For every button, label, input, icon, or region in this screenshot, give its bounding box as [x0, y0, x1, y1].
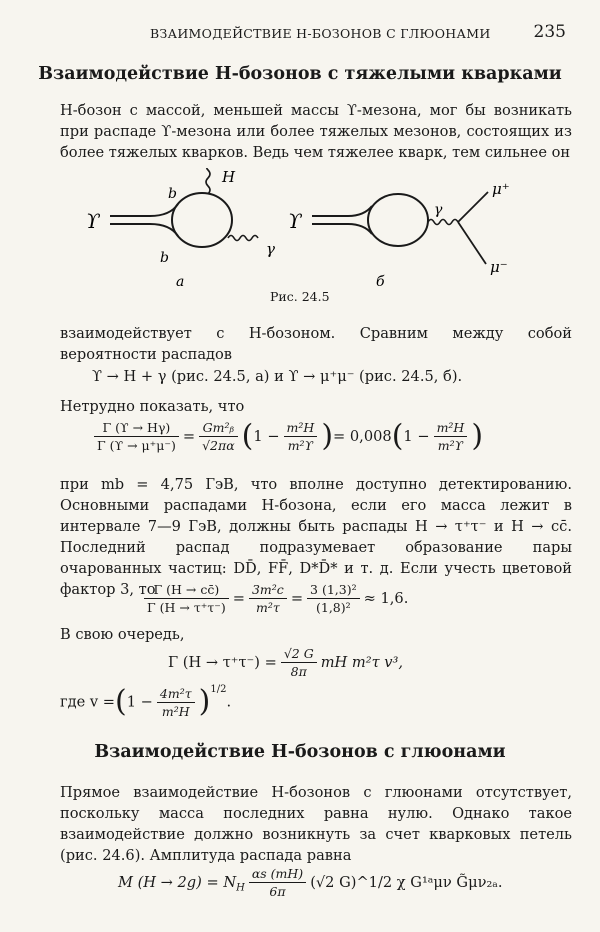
paragraph-decays: при mb = 4,75 ГэВ, что вполне доступно детектированию. Основными распадами H-бозона, если его масса лежит в интервале 7—9 ГэВ, должны быть распады H → τ⁺τ⁻ и H → cc̄. Последний распад подразумевает образование пары очарованных частиц: DD̄, FF̄, D*D̄* и т. д. Если учесть цветовой фактор 3, то	[60, 476, 572, 598]
photon-line-b	[428, 220, 458, 225]
equation-ratio-2: $\frac{\Gamma (H \to cc̄)}{\Gamma (H \to \tau^+\tau^-)}$ = $\frac{\text{3m²c}}{\text{m²τ}}$ = $\frac{\text{3 (1,3)²}}{\text{(1,8)²}}$ ≈ 1,6.	[140, 582, 408, 615]
eq2-fraction-2: $\frac{\text{3m²c}}{\text{m²τ}}$	[249, 582, 287, 615]
muon-line-minus	[458, 222, 486, 264]
paragraph-gluons: Прямое взаимодействие H-бозонов с глюонами отсутствует, поскольку масса последних равна нулю. Однако такое взаимодействие должно возникнуть за счет кварковых петель (рис. 24.6). Амплитуда распада равна	[60, 784, 572, 864]
muon-plus-label: μ⁺	[492, 180, 510, 198]
figure-caption: Рис. 24.5	[270, 289, 330, 304]
diagram-b	[312, 192, 488, 264]
quark-loop-b	[368, 194, 428, 246]
equation-tau-width: Γ (H → τ⁺τ⁻) = $\frac{√2 G}{8\pi}$ mH m²τ v³,	[168, 646, 404, 679]
quark-loop-a	[172, 193, 232, 247]
diagram-label-b: б	[376, 274, 385, 288]
eq3-fraction: $\frac{√2 G}{8\pi}$	[281, 646, 317, 679]
upsilon-label-a: ϒ	[86, 209, 100, 233]
upsilon-line-a-bottom	[110, 224, 178, 236]
equation-decays: ϒ → H + γ (рис. 24.5, а) и ϒ → μ⁺μ⁻ (рис. 24.5, б).	[92, 368, 463, 385]
muon-line-plus	[458, 192, 488, 222]
eq4-fraction: $\frac{\text{4m²τ}}{\text{m²H}}$	[157, 686, 195, 719]
equation-ratio-1: $\frac{\Gamma (ϒ \to H\gamma)}{\Gamma (ϒ \to \mu^+\mu^-)}$ = $\frac{\text{Gm²ᵦ}}{√2\pi\alpha}$ (1 − $\frac{\text{m²H}}{\text{m²ϒ}}$ )= 0,008(1 − $\frac{\text{m²H}}{\text{m²ϒ}}$ )	[90, 420, 483, 453]
eq1-fraction-2: $\frac{\text{Gm²ᵦ}}{√2\pi\alpha}$	[199, 420, 238, 453]
diagram-label-a: а	[176, 274, 185, 288]
photon-line-a	[228, 236, 258, 241]
equation-amplitude: M $(H \to 2g) = N_H$ $\frac{\alpha s (mH)}{6\pi}$ (√2 G)^1/2 χ G¹ᵃμν G̃μν₂ₐ.	[118, 866, 503, 899]
section-heading-gluons: Взаимодействие H-бозонов с глюонами	[94, 742, 506, 762]
equation-velocity: где v =(1 − $\frac{\text{4m²τ}}{\text{m²H}}$ )$^{1/2}$.	[60, 684, 232, 719]
photon-label-a: γ	[266, 240, 275, 258]
upsilon-line-b-bottom	[312, 224, 372, 234]
eq2-fraction-3: $\frac{\text{3 (1,3)²}}{\text{(1,8)²}}$	[307, 582, 360, 615]
quark-label-a-top: b	[168, 186, 177, 202]
eq1-fraction-3: $\frac{\text{m²H}}{\text{m²ϒ}}$	[284, 420, 318, 453]
upsilon-label-b: ϒ	[288, 209, 302, 233]
paragraph-show: Нетрудно показать, что	[60, 398, 245, 415]
eq5-fraction: $\frac{\alpha s (mH)}{6\pi}$	[249, 866, 306, 899]
paragraph-intro: H-бозон с массой, меньшей массы ϒ-мезона, мог бы возникать при распаде ϒ-мезона или более тяжелых мезонов, состоящих из более тяжелых кварков. Ведь чем тяжелее кварк, тем сильнее он	[60, 102, 572, 161]
muon-minus-label: μ⁻	[490, 258, 508, 276]
page-number: 235	[533, 22, 566, 42]
quark-label-a-bottom: b	[160, 250, 169, 266]
eq1-fraction-1: $\frac{\Gamma (ϒ \to H\gamma)}{\Gamma (ϒ \to \mu^+\mu^-)}$	[94, 420, 179, 453]
higgs-label: H	[222, 168, 236, 186]
upsilon-line-a-top	[110, 204, 178, 216]
upsilon-line-b-top	[312, 206, 372, 216]
figure-24-5	[0, 168, 600, 288]
eq2-fraction-1: $\frac{\Gamma (H \to cc̄)}{\Gamma (H \to \tau^+\tau^-)}$	[144, 582, 229, 615]
paragraph-turn: В свою очередь,	[60, 626, 185, 643]
running-header: ВЗАИМОДЕЙСТВИЕ H-БОЗОНОВ С ГЛЮОНАМИ	[150, 26, 491, 41]
higgs-line	[206, 168, 212, 194]
photon-label-b: γ	[434, 202, 443, 218]
section-heading-heavy-quarks: Взаимодействие H-бозонов с тяжелыми кварками	[38, 64, 562, 84]
eq1-fraction-4: $\frac{\text{m²H}}{\text{m²ϒ}}$	[434, 420, 468, 453]
diagram-a	[110, 168, 258, 247]
paragraph-compare: взаимодействует с H-бозоном. Сравним между собой вероятности распадов	[60, 325, 572, 363]
